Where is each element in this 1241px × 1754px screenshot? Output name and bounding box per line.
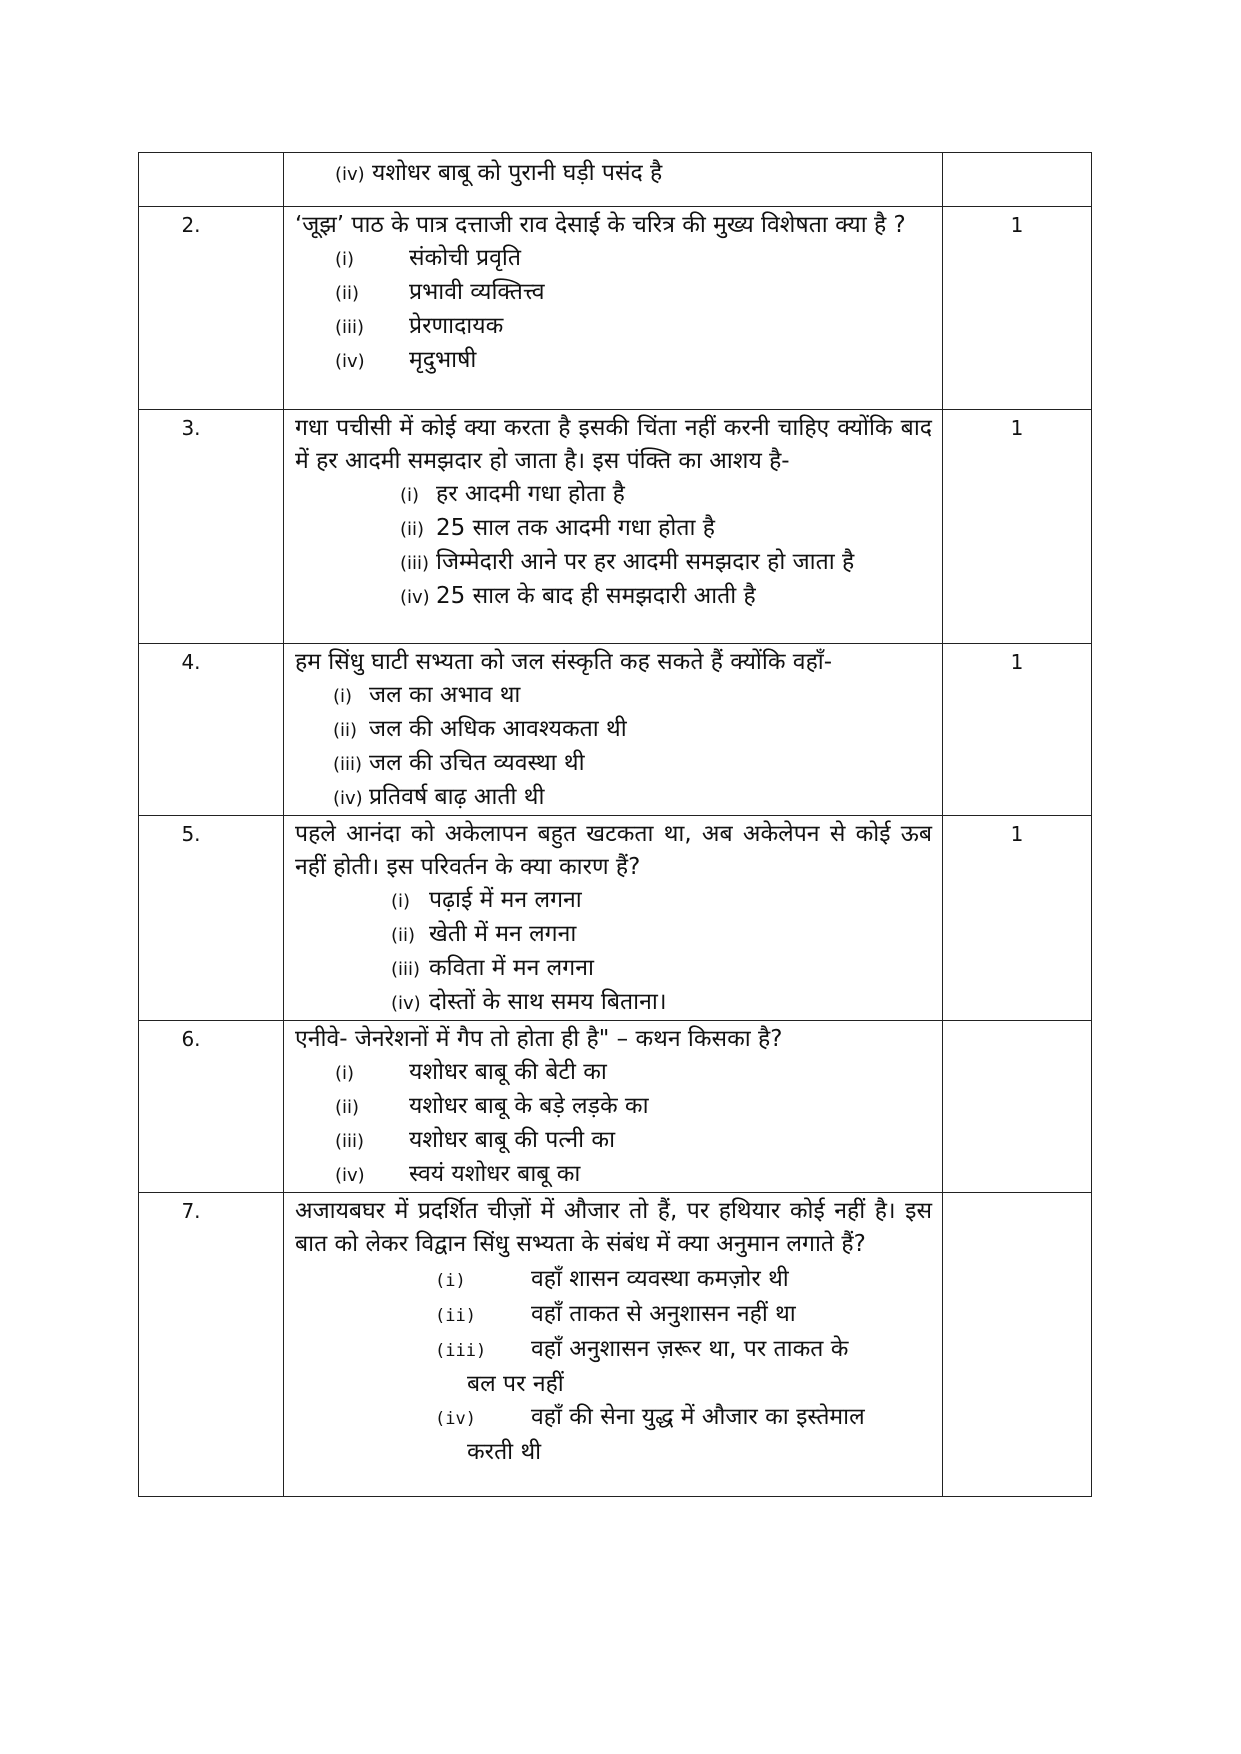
option [400,478,932,512]
option-label: (iii) [333,754,363,775]
option-label: (iii) [335,317,365,338]
option-label: (i) [435,1271,466,1291]
option-text: प्रेरणादायक [409,313,504,339]
options-list [295,478,932,614]
question-cell [284,153,943,207]
options-list [295,242,932,378]
option [335,1056,932,1090]
question-text: ‘जूझ’ पाठ के पात्र दत्ताजी राव देसाई के चरित्र की मुख्य विशेषता क्या है ? [295,212,906,238]
option-label: (iii) [335,1131,365,1152]
options-list [295,1263,932,1469]
option [333,679,932,713]
options-list [295,884,932,1020]
option [400,512,932,546]
table-row [139,153,1092,207]
option-text: जल की उचित व्यवस्था थी [369,750,585,776]
option-label: (iii) [391,959,421,980]
option-text: जिम्मेदारी आने पर हर आदमी समझदार हो जाता है [436,549,855,575]
option [335,242,932,276]
option-text: वहाँ शासन व्यवस्था कमज़ोर थी [531,1266,789,1292]
question-cell [284,410,943,644]
option-text: 25 साल तक आदमी गधा होता है [436,515,715,541]
option-text: जल का अभाव था [369,682,521,708]
option [295,157,932,191]
question-number: 7. [139,1193,284,1497]
question-text: गधा पचीसी में कोई क्या करता है इसकी चिंता नहीं करनी चाहिए क्योंकि बाद में हर आदमी समझदार हो जाता है। इस पंक्ति का आशय है- [295,415,932,474]
option-text: मृदुभाषी [409,347,477,373]
question-table [138,152,1092,1497]
option-label: (i) [391,891,411,912]
question-text: हम सिंधु घाटी सभ्यता को जल संस्कृति कह सकते हैं क्योंकि वहाँ- [295,649,833,675]
option-label: (iii) [435,1341,487,1361]
option-label: (ii) [335,283,360,304]
option-label: (iv) [391,993,421,1014]
option [400,580,932,614]
question-cell [284,207,943,410]
option-text: संकोची प्रवृति [409,245,521,271]
marks: 1 [943,410,1092,644]
option-label: (i) [333,686,353,707]
option [435,1298,932,1333]
option-text: प्रभावी व्यक्तित्त्व [409,279,545,305]
marks: 1 [943,207,1092,410]
question-cell [284,1021,943,1193]
option-text: यशोधर बाबू की बेटी का [409,1059,607,1085]
question-number: 2. [139,207,284,410]
options-list [295,679,932,815]
option [335,1090,932,1124]
option-text: पढ़ाई में मन लगना [429,887,582,913]
option-label: (iv) [400,587,430,608]
option-label: (ii) [435,1306,476,1326]
option-label: (ii) [333,720,358,741]
table-row [139,644,1092,816]
option-label: (iv) [435,1409,476,1429]
table-row [139,1193,1092,1497]
option-label: (ii) [391,925,416,946]
options-list [295,1056,932,1192]
option-text: हर आदमी गधा होता है [436,481,625,507]
marks [943,153,1092,207]
option [435,1401,932,1436]
question-cell [284,644,943,816]
option-continuation: बल पर नहीं [467,1371,564,1397]
option-text: वहाँ ताकत से अनुशासन नहीं था [531,1301,796,1327]
question-text: एनीवे- जेनरेशनों में गैप तो होता ही है" – कथन किसका है? [295,1026,783,1052]
option-text: कविता में मन लगना [429,955,594,981]
option-label: (iv) [335,164,365,185]
question-cell [284,1193,943,1497]
table-row [139,207,1092,410]
question-number: 5. [139,816,284,1021]
option-text: दोस्तों के साथ समय बिताना। [429,989,667,1015]
marks: 1 [943,816,1092,1021]
option [435,1263,932,1298]
option-label: (iv) [333,788,363,809]
marks [943,1193,1092,1497]
option [335,276,932,310]
marks: 1 [943,644,1092,816]
option-text: 25 साल के बाद ही समझदारी आती है [436,583,756,609]
option-label: (iii) [400,553,430,574]
table-row [139,410,1092,644]
question-text: अजायबघर में प्रदर्शित चीज़ों में औजार तो हैं, पर हथियार कोई नहीं है। इस बात को लेकर विद्वान सिंधु सभ्यता के संबंध में क्या अनुमान लगाते हैं? [295,1198,932,1257]
option-text: प्रतिवर्ष बाढ़ आती थी [369,784,545,810]
option [333,713,932,747]
option-text: यशोधर बाबू को पुरानी घड़ी पसंद है [372,160,663,186]
option [335,1124,932,1158]
option-continuation: करती थी [467,1439,542,1465]
option-label: (iv) [335,1165,365,1186]
option-text: यशोधर बाबू की पत्नी का [409,1127,616,1153]
option [391,952,932,986]
option-label: (ii) [400,519,425,540]
option [435,1333,932,1368]
question-cell [284,816,943,1021]
option [335,344,932,378]
option-text: स्वयं यशोधर बाबू का [409,1161,581,1187]
option-text: खेती में मन लगना [429,921,577,947]
option [400,546,932,580]
option [391,884,932,918]
option-label: (i) [400,485,420,506]
option-label: (i) [335,249,355,270]
option-label: (iv) [335,351,365,372]
option-text: यशोधर बाबू के बड़े लड़के का [409,1093,649,1119]
question-number: 3. [139,410,284,644]
question-number [139,153,284,207]
question-text: पहले आनंदा को अकेलापन बहुत खटकता था, अब अकेलेपन से कोई ऊब नहीं होती। इस परिवर्तन के क्या कारण हैं? [295,821,932,880]
question-number: 6. [139,1021,284,1193]
option-label: (ii) [335,1097,360,1118]
option [391,986,932,1020]
table-row [139,816,1092,1021]
option [335,310,932,344]
option-text: वहाँ की सेना युद्ध में औजार का इस्तेमाल [531,1404,865,1430]
option-text: जल की अधिक आवश्यकता थी [369,716,627,742]
marks [943,1021,1092,1193]
option-text: वहाँ अनुशासन ज़रूर था, पर ताकत के [531,1336,849,1362]
option [391,918,932,952]
question-number: 4. [139,644,284,816]
table-row [139,1021,1092,1193]
option [333,781,932,815]
option [333,747,932,781]
option-label: (i) [335,1063,355,1084]
option [335,1158,932,1192]
